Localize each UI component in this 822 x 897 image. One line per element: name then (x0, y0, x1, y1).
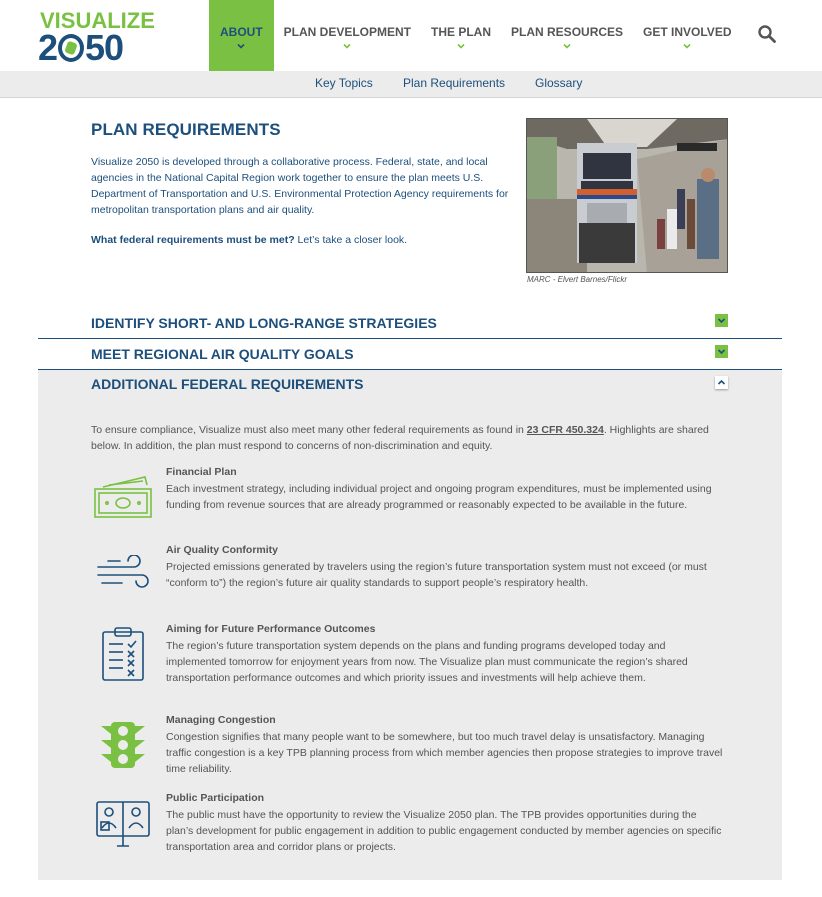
wind-icon (96, 555, 152, 591)
photo-caption: MARC - Elvert Barnes/Flickr (527, 275, 628, 284)
nav-get-involved-label: GET INVOLVED (643, 25, 732, 39)
performance-outcomes-body: The region’s future transportation system depends on the plans and funding programs developed today and implemented tomorrow for enjoyment years from now. The Visualize plan must communicate the region’s shared transportation performance outcomes and which priority issues and investments will help achieve them. (166, 640, 688, 684)
chevron-down-icon (563, 42, 571, 50)
nav-about[interactable] (209, 0, 274, 71)
question-line (91, 234, 407, 246)
question-link[interactable]: Let’s take a closer look. (294, 234, 408, 246)
page-title: PLAN REQUIREMENTS (91, 120, 281, 139)
subnav-plan-requirements[interactable]: Plan Requirements (403, 76, 506, 90)
nav-plan-resources[interactable] (501, 0, 633, 71)
traffic-light-icon (99, 720, 147, 770)
air-quality-title: Air Quality Conformity (166, 544, 279, 556)
chevron-down-icon[interactable] (715, 345, 728, 358)
subnav-key-topics[interactable]: Key Topics (315, 76, 373, 90)
nav-plan-development[interactable] (274, 0, 421, 71)
accordion-additional-title[interactable]: ADDITIONAL FEDERAL REQUIREMENTS (91, 376, 364, 392)
nav-about-label: ABOUT (220, 25, 263, 39)
intro-paragraph: Visualize 2050 is developed through a collaborative process. Federal, state, and local agencies in the National Capital Region work together to ensure the plan meets U.S. Department of Transportation and U.S. Environmental Protection Agency requirements for metropolitan transportation plans and air quality. (91, 156, 509, 216)
financial-plan-title: Financial Plan (166, 466, 237, 478)
video-meeting-icon (95, 800, 151, 848)
chevron-down-icon (457, 42, 465, 50)
cfr-link[interactable]: 23 CFR 450.324 (526, 424, 604, 436)
sub-nav (0, 71, 822, 98)
accordion-divider (38, 338, 782, 339)
accordion-air-quality-title[interactable]: MEET REGIONAL AIR QUALITY GOALS (91, 346, 354, 362)
financial-plan-body: Each investment strategy, including individual project and ongoing program expenditures, must be implemented using funding from revenue sources that are already programmed or reasonably expected to be available in the future. (166, 483, 712, 511)
question-bold: What federal requirements must be met? (91, 234, 295, 246)
logo-line2: 2 50 (38, 27, 124, 68)
public-participation-body: The public must have the opportunity to review the Visualize 2050 plan. The TPB provides opportunities during the plan’s development for public engagement in addition to public engagement conducted by member agencies on specific transportation area and corridor plans or projects. (166, 809, 722, 853)
air-quality-body: Projected emissions generated by travelers using the region’s future transportation system must not exceed (or must “conform to”) the region’s future air quality standards to support people’s respiratory health. (166, 561, 707, 589)
site-header (0, 0, 822, 71)
chevron-up-icon[interactable] (715, 376, 728, 389)
chevron-down-icon (683, 42, 691, 50)
chevron-down-icon (343, 42, 351, 50)
nav-get-involved[interactable] (633, 0, 741, 71)
clipboard-checklist-icon (101, 626, 145, 682)
nav-plan-resources-label: PLAN RESOURCES (511, 25, 624, 39)
chevron-down-icon (237, 42, 245, 50)
logo-line1: VISUALIZE (40, 8, 155, 33)
logo-zero-mark (58, 34, 84, 62)
panel-intro-paragraph: To ensure compliance, Visualize must also meet many other federal requirements as found in 23 CFR 450.324. Highlights are shared below. In addition, the plan must respond to concerns of non-discrimination and equity. (91, 424, 709, 452)
managing-congestion-body: Congestion signifies that many people want to be somewhere, but too much travel delay is unsatisfactory. Managing traffic congestion is a key TPB planning process from which member agencies then propose strategies to improve travel time reliability. (166, 731, 723, 775)
accordion-strategies-title[interactable]: IDENTIFY SHORT- AND LONG-RANGE STRATEGIES (91, 315, 437, 331)
nav-the-plan[interactable] (421, 0, 501, 71)
money-icon (93, 475, 153, 519)
nav-the-plan-label: THE PLAN (431, 25, 492, 39)
train-station-image (527, 119, 728, 273)
nav-plan-development-label: PLAN DEVELOPMENT (283, 25, 412, 39)
visualize-2050-logo[interactable] (38, 8, 155, 68)
main-nav (209, 0, 741, 71)
managing-congestion-title: Managing Congestion (166, 714, 276, 726)
marc-train-photo (526, 118, 728, 273)
public-participation-title: Public Participation (166, 792, 265, 804)
subnav-glossary[interactable]: Glossary (535, 76, 583, 90)
chevron-down-icon[interactable] (715, 314, 728, 327)
search-icon[interactable] (757, 24, 777, 44)
performance-outcomes-title: Aiming for Future Performance Outcomes (166, 623, 376, 635)
